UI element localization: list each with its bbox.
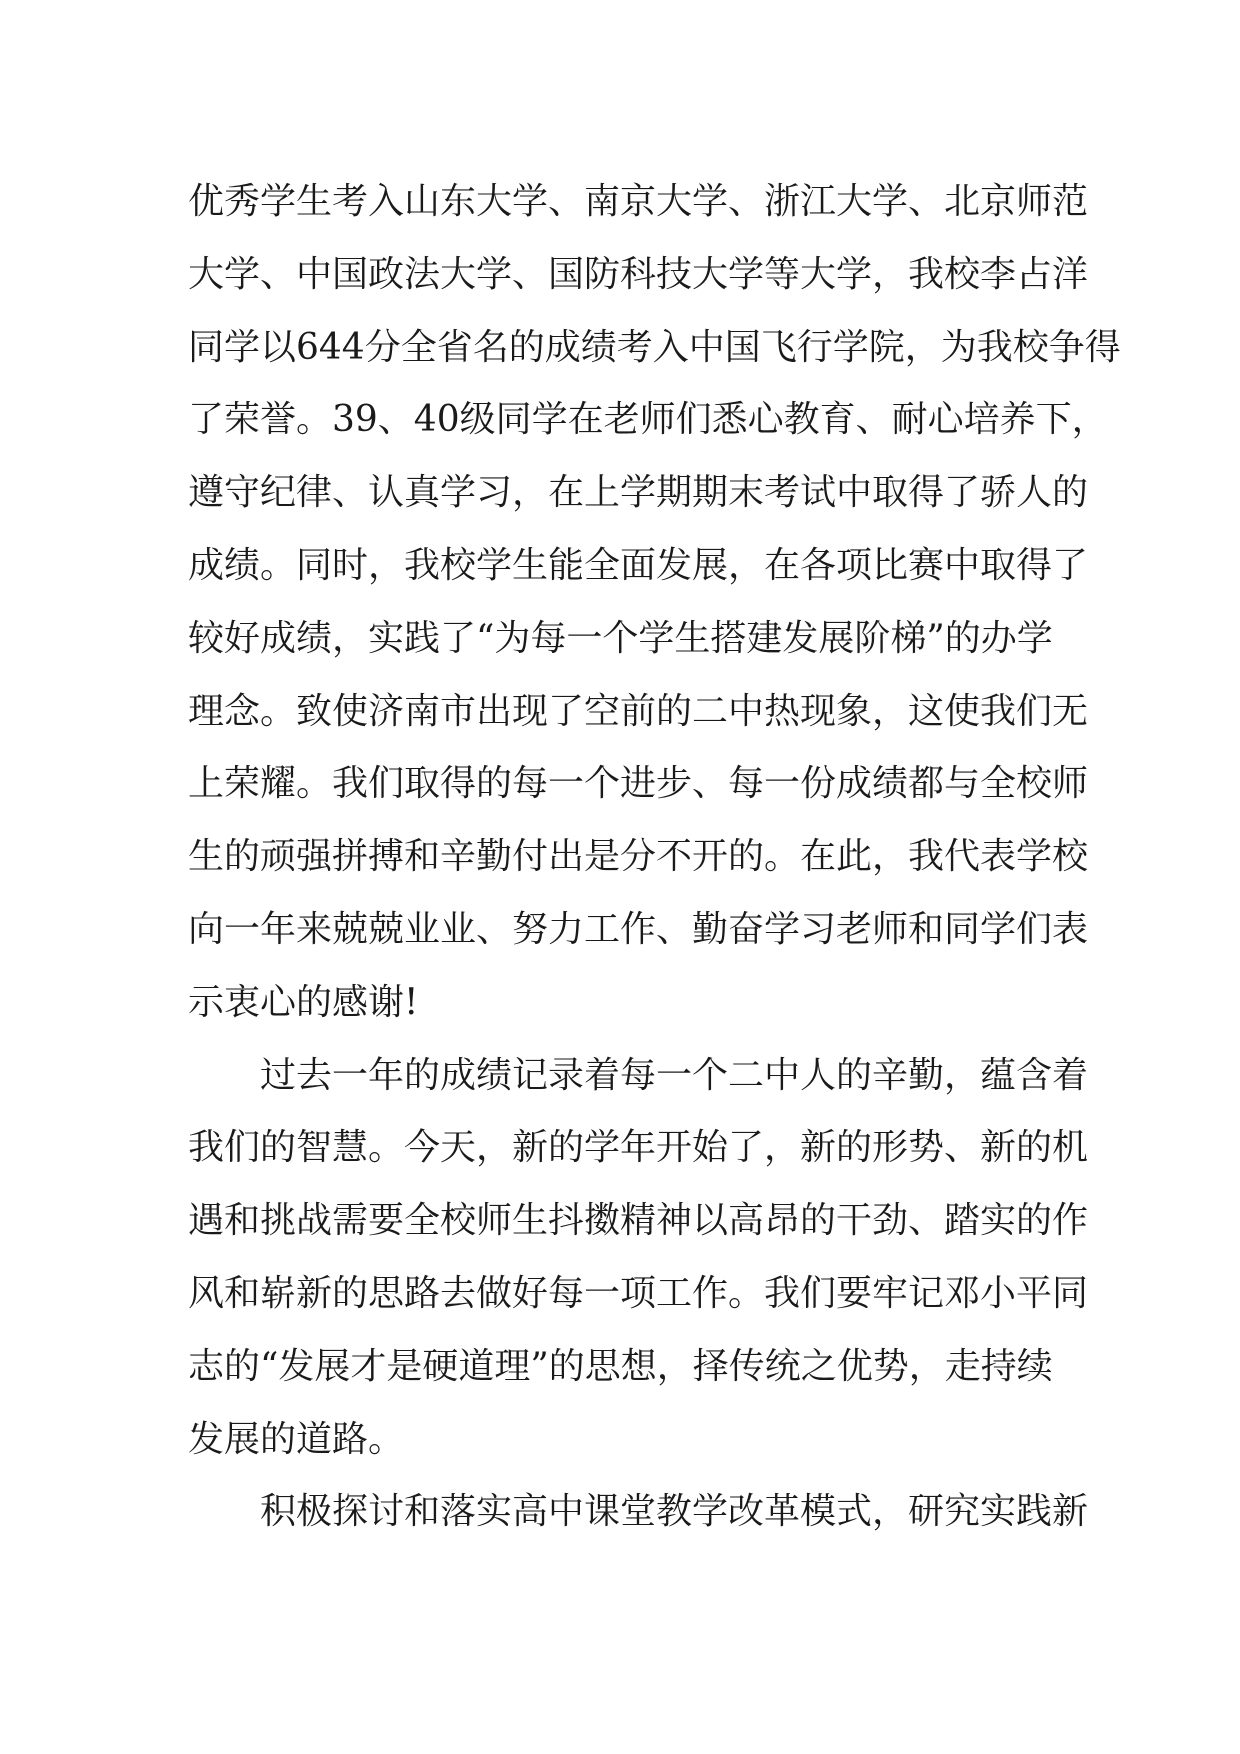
text-line: 向一年来兢兢业业、努力工作、勤奋学习老师和同学们表 (188, 908, 1089, 950)
paragraph-2 (188, 1040, 1089, 1477)
text-line: 遵守纪律、认真学习，在上学期期末考试中取得了骄人的 (188, 472, 1089, 514)
body-text (188, 166, 1121, 1549)
paragraph-1 (188, 166, 1121, 1040)
text-line: 了荣誉。39、40级同学在老师们悉心教育、耐心培养下， (188, 399, 1108, 441)
text-line: 遇和挑战需要全校师生抖擞精神以高昂的干劲、踏实的作 (188, 1200, 1089, 1242)
text-line: 我们的智慧。今天，新的学年开始了，新的形势、新的机 (188, 1127, 1089, 1169)
text-line: 成绩。同时，我校学生能全面发展，在各项比赛中取得了 (188, 544, 1089, 586)
text-line: 大学、中国政法大学、国防科技大学等大学，我校李占洋 (188, 253, 1089, 295)
text-line: 优秀学生考入山东大学、南京大学、浙江大学、北京师范 (188, 181, 1089, 222)
text-line: 上荣耀。我们取得的每一个进步、每一份成绩都与全校师 (188, 763, 1089, 805)
text-line: 积极探讨和落实高中课堂教学改革模式，研究实践新 (260, 1491, 1089, 1533)
text-line: 生的顽强拼搏和辛勤付出是分不开的。在此，我代表学校 (188, 836, 1089, 878)
text-line: 风和崭新的思路去做好每一项工作。我们要牢记邓小平同 (188, 1272, 1089, 1314)
text-line: 发展的道路。 (188, 1418, 405, 1460)
text-line: 同学以644分全省名的成绩考入中国飞行学院，为我校争得 (188, 326, 1121, 368)
text-line: 过去一年的成绩记录着每一个二中人的辛勤，蕴含着 (260, 1054, 1089, 1096)
text-line: 示衷心的感谢! (188, 981, 419, 1023)
text-line: 理念。致使济南市出现了空前的二中热现象，这使我们无 (188, 690, 1089, 732)
text-line: 较好成绩，实践了“为每一个学生搭建发展阶梯”的办学 (188, 617, 1053, 659)
text-line: 志的“发展才是硬道理”的思想，择传统之优势，走持续 (188, 1345, 1053, 1387)
paragraph-3 (188, 1476, 1089, 1549)
